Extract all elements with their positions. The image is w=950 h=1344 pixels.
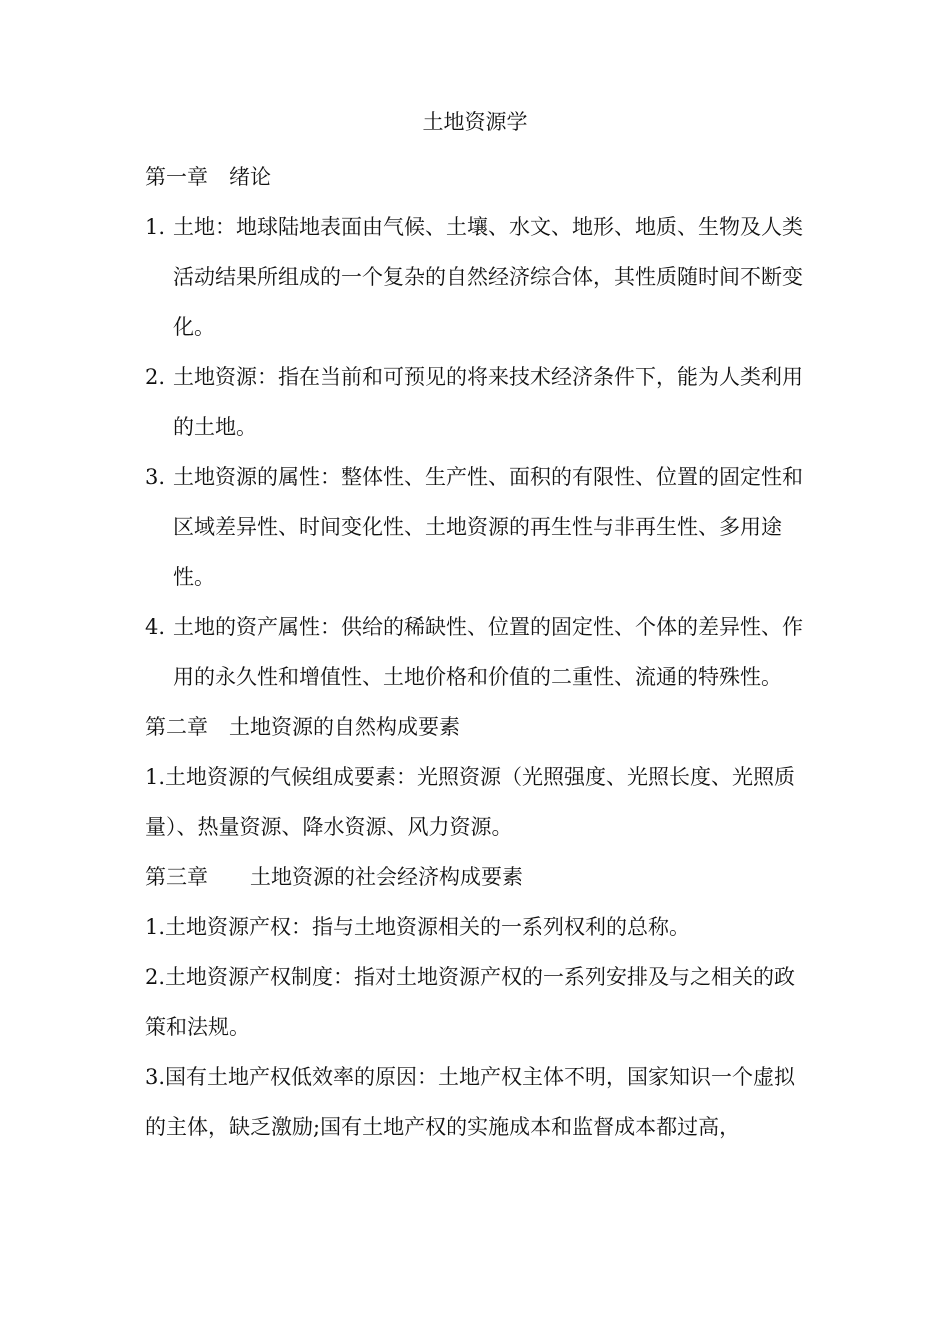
- item-number: 1.: [145, 215, 166, 239]
- item-number: 2.: [145, 365, 166, 389]
- chapter-2-paragraph-1: 1.土地资源的气候组成要素：光照资源（光照强度、光照长度、光照质量）、热量资源、降水资源、风力资源。: [145, 765, 796, 839]
- chapter-3-paragraph-1: 1.土地资源产权：指与土地资源相关的一系列权利的总称。: [145, 915, 691, 939]
- chapter-1-item-3: [145, 452, 815, 602]
- item-number: 3.: [145, 465, 166, 489]
- document-title: 土地资源学: [422, 110, 528, 134]
- chapter-1-heading: 第一章 绪论: [145, 165, 271, 189]
- item-text: 土地：地球陆地表面由气候、土壤、水文、地形、地质、生物及人类活动结果所组成的一个复杂的自然经济综合体，其性质随时间不断变化。: [173, 215, 803, 339]
- chapter-1-item-4: [145, 602, 815, 702]
- item-text: 土地资源：指在当前和可预见的将来技术经济条件下，能为人类利用的土地。: [173, 365, 803, 439]
- chapter-2-heading: 第二章 土地资源的自然构成要素: [145, 715, 460, 739]
- chapter-1-item-1: [145, 202, 815, 352]
- document-body: [145, 152, 815, 1152]
- item-text: 土地资源的属性：整体性、生产性、面积的有限性、位置的固定性和区域差异性、时间变化性、土地资源的再生性与非再生性、多用途性。: [173, 465, 803, 589]
- chapter-1-item-2: [145, 352, 815, 452]
- chapter-3-paragraph-3: 3.国有土地产权低效率的原因：土地产权主体不明，国家知识一个虚拟的主体，缺乏激励;国有土地产权的实施成本和监督成本都过高，: [145, 1065, 796, 1139]
- item-number: 4.: [145, 615, 166, 639]
- item-text: 土地的资产属性：供给的稀缺性、位置的固定性、个体的差异性、作用的永久性和增值性、土地价格和价值的二重性、流通的特殊性。: [173, 615, 803, 689]
- chapter-3-paragraph-2: 2.土地资源产权制度：指对土地资源产权的一系列安排及与之相关的政策和法规。: [145, 965, 796, 1039]
- chapter-3-heading: 第三章 土地资源的社会经济构成要素: [145, 865, 523, 889]
